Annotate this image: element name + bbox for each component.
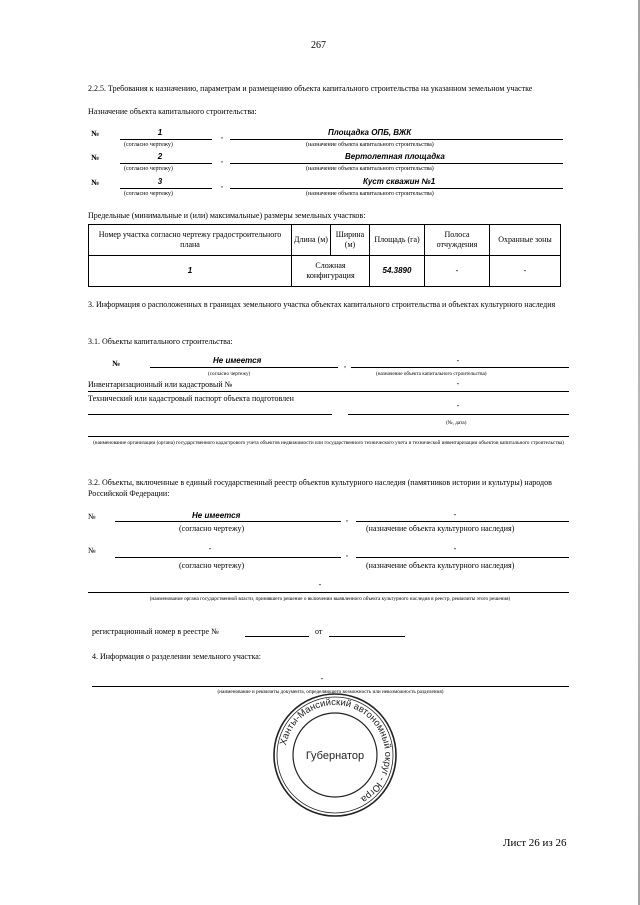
header-cell: Номер участка согласно чертежу градостроительного плана [89,225,292,256]
page-footer: Лист 26 из 26 [503,837,567,849]
ch-purpose: - [453,544,457,553]
object-name-line [230,163,563,164]
comma: , [221,180,223,189]
object-name-line [230,139,563,140]
object-number: 2 [157,152,163,161]
object-number: 3 [157,177,163,186]
ch-value-line [115,521,341,522]
cs-caption-right: (назначение объекта капитального строительства) [376,371,487,377]
passport-value: - [456,401,460,410]
comma: , [221,131,223,140]
ch-value: Не имеется [192,511,241,520]
cs-caption-left: (согласно чертежу) [208,371,251,377]
ch-purpose-line [356,557,569,558]
ch-caption-left: (согласно чертежу) [179,561,245,570]
object-no-label: № [91,153,100,162]
sizes-table [88,224,561,287]
comma: , [344,360,346,369]
object-number: 1 [157,128,163,137]
section-3-heading: 3. Информация о расположенных в границах земельного участка объектах капитального строительства и объектах культурного наследия [88,300,556,309]
object-number-line [120,139,212,140]
passport-label: Технический или кадастровый паспорт объекта подготовлен [88,394,294,403]
table-cell: Сложная конфигурация [292,256,370,287]
purpose-label: Назначение объекта капитального строительства: [88,107,257,116]
passport-line-right [348,414,569,415]
reg-number-line [245,636,309,637]
object-name: Куст скважин №1 [363,177,436,186]
inventory-label: Инвентаризационный или кадастровый № [88,380,233,389]
section-4-dash: - [320,674,324,683]
comma: , [346,549,348,558]
ch-no-label: № [88,512,96,521]
stamp-ring-text: Ханты-Мансийский автономный округ - Югра [278,696,394,805]
table-cell: 1 [89,256,292,287]
governor-stamp [270,690,400,820]
ch-caption-left: (согласно чертежу) [179,524,245,533]
authority-line [88,592,569,593]
object-caption-left: (согласно чертежу) [124,191,173,197]
table-cell: - [425,256,490,287]
table-row [89,256,561,287]
authority-caption: (наименование органа государственной власти, принявшего решение о включении выявленного объекта культурного наследия в реестр, реквизиты этого решения) [149,596,511,602]
cs-purpose-line [351,367,569,368]
object-caption-left: (согласно чертежу) [124,142,173,148]
object-name-line [230,188,563,189]
section-4-line [92,686,569,687]
table-cell: - [490,256,561,287]
ch-no-label: № [88,546,96,555]
header-cell: Охранные зоны [490,225,561,256]
reg-date-line [329,636,405,637]
object-caption-right: (назначение объекта капитального строительства) [306,191,434,197]
sub-32-heading: 3.2. Объекты, включенные в единый государственный реестр объектов культурного наследия (памятников истории и культуры) народов Российской Федерации: [88,478,552,498]
ch-purpose-line [356,521,569,522]
cs-value-line [150,367,338,368]
object-name: Вертолетная площадка [345,152,445,161]
page-number: 267 [311,40,326,51]
passport-caption: (№, дата) [446,420,467,426]
inventory-value: - [456,379,460,388]
header-cell: Ширина (м) [331,225,370,256]
object-caption-left: (согласно чертежу) [124,166,173,172]
header-cell: Полоса отчуждения [425,225,490,256]
object-caption-right: (назначение объекта капитального строительства) [306,142,434,148]
reg-from-label: от [315,627,323,636]
object-number-line [120,188,212,189]
table-header-row [89,225,561,256]
limits-label: Предельные (минимальные и (или) максимальные) размеры земельных участков: [88,211,366,220]
cs-value: Не имеется [213,356,262,365]
header-cell: Площадь (га) [370,225,425,256]
ch-caption-right: (назначение объекта культурного наследия) [366,524,515,533]
object-caption-right: (назначение объекта капитального строительства) [306,166,434,172]
passport-line-left [88,414,332,415]
org-line [88,436,569,437]
reg-label: регистрационный номер в реестре № [92,627,219,636]
comma: , [346,514,348,523]
section-4-caption: (наименование и реквизиты документа, определяющего возможность или невозможность разделения) [217,689,444,695]
ch-value-line [115,557,341,558]
cs-no-label: № [112,359,121,368]
section-4-heading: 4. Информация о разделении земельного участка: [92,652,261,661]
inventory-line [88,391,569,392]
object-number-line [120,163,212,164]
object-name: Площадка ОПБ, ВЖК [328,128,412,137]
object-no-label: № [91,178,100,187]
cs-dash: - [456,356,460,365]
sub-31-heading: 3.1. Объекты капитального строительства: [88,337,233,346]
org-caption: (наименование организации (органа) государственного кадастрового учета объектов недвижимости или государственного технического учета и технической инвентаризации объектов капитального строительства) [93,440,564,446]
ch-value: - [208,544,212,553]
ch-purpose: - [453,510,457,519]
section-225-heading: 2.2.5. Требования к назначению, параметрам и размещению объекта капитального строительства на указанном земельном участке [88,84,533,93]
stamp-center-text: Губернатор [305,750,365,762]
header-cell: Длина (м) [292,225,331,256]
object-no-label: № [91,129,100,138]
ch-caption-right: (назначение объекта культурного наследия) [366,561,515,570]
authority-dash: - [318,580,322,589]
table-cell: 54.3890 [370,256,425,287]
comma: , [221,155,223,164]
